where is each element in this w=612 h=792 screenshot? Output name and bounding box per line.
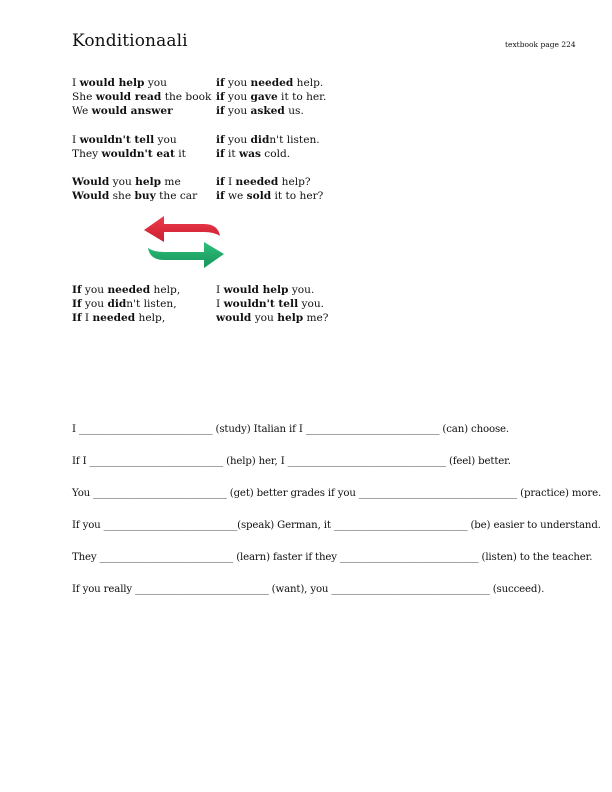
- text: I: [224, 176, 236, 188]
- exercise-sentence: You ___________________________ (get) better grades if you ________________________________ (practice) more.: [72, 488, 602, 499]
- text: you.: [288, 284, 315, 296]
- exercise-sentence: They ___________________________ (learn) faster if they ____________________________ (listen) to the teacher.: [72, 552, 593, 563]
- text: you: [224, 77, 251, 89]
- text: She: [72, 91, 96, 104]
- if-clause: [216, 175, 311, 189]
- text: she: [109, 190, 135, 203]
- text: you: [224, 105, 251, 118]
- text: the book: [161, 91, 212, 104]
- bold-word: would: [216, 312, 252, 325]
- main-clause: [72, 76, 167, 90]
- bold-word: was: [238, 147, 261, 160]
- textbook-page-reference: textbook page 224: [505, 40, 576, 49]
- bold-word: if: [216, 190, 225, 203]
- example-row: [72, 90, 372, 104]
- if-clause: [216, 76, 323, 90]
- bold-word: buy: [134, 190, 156, 203]
- text: me?: [303, 312, 329, 325]
- text: it to her.: [277, 91, 327, 104]
- text: you: [81, 284, 108, 296]
- bold-word: Would: [72, 190, 110, 203]
- bold-word: wouldn't tell: [223, 298, 299, 311]
- text: me: [161, 176, 181, 188]
- text: I: [216, 284, 224, 296]
- example-row: [72, 147, 372, 161]
- text: you: [154, 133, 177, 146]
- main-clause: [216, 297, 324, 311]
- bold-word: if: [216, 176, 225, 188]
- example-row: [72, 189, 372, 203]
- text: it: [174, 147, 186, 160]
- main-clause: [72, 175, 181, 189]
- text: I: [216, 298, 224, 311]
- example-row: [72, 104, 372, 118]
- example-row: [72, 76, 372, 90]
- if-clause: [216, 147, 290, 161]
- bold-word: needed: [92, 312, 136, 325]
- bold-word: sold: [246, 190, 272, 203]
- bold-word: did: [250, 133, 270, 146]
- page-title: Konditionaali: [72, 31, 188, 51]
- text: you: [81, 298, 108, 311]
- reversed-row: [72, 283, 372, 297]
- bold-word: if: [216, 91, 225, 104]
- text: you: [224, 91, 251, 104]
- exercise-sentence: If you really ___________________________ (want), you ________________________________ (succeed).: [72, 584, 545, 595]
- if-clause: [216, 90, 326, 104]
- bold-word: if: [216, 133, 225, 146]
- red-left-arrow: [144, 216, 220, 242]
- text: n't listen,: [126, 298, 177, 311]
- bold-word: If: [72, 312, 82, 325]
- text: us.: [284, 105, 304, 118]
- bold-word: needed: [107, 284, 151, 296]
- bold-word: if: [216, 105, 225, 118]
- bold-word: needed: [235, 176, 279, 188]
- if-clause: [72, 311, 165, 325]
- bold-word: wouldn't eat: [101, 147, 175, 160]
- main-clause: [72, 133, 177, 147]
- bold-word: would help: [79, 77, 145, 89]
- bold-word: asked: [250, 105, 285, 118]
- main-clause: [72, 104, 173, 118]
- main-clause: [216, 311, 329, 325]
- reversed-row: [72, 311, 372, 325]
- main-clause: [72, 90, 211, 104]
- bold-word: help: [277, 312, 304, 325]
- text: the car: [155, 190, 198, 203]
- bold-word: needed: [250, 77, 294, 89]
- text: I: [72, 133, 80, 146]
- text: it: [224, 147, 239, 160]
- text: you: [109, 176, 136, 188]
- text: I: [81, 312, 93, 325]
- text: n't listen.: [269, 133, 320, 146]
- text: we: [224, 190, 247, 203]
- bold-word: wouldn't tell: [79, 133, 155, 146]
- if-clause: [72, 283, 180, 297]
- bold-word: would read: [95, 91, 162, 104]
- text: it to her?: [271, 190, 324, 203]
- main-clause: [216, 283, 314, 297]
- bold-word: Would: [72, 176, 110, 188]
- if-clause: [216, 104, 304, 118]
- text: cold.: [260, 147, 291, 160]
- exercise-sentence: If you ___________________________(speak) German, it ___________________________ (be) easier to understand.: [72, 520, 601, 531]
- bold-word: if: [216, 77, 225, 89]
- text: help,: [135, 312, 166, 325]
- bold-word: If: [72, 298, 82, 311]
- if-clause: [72, 297, 177, 311]
- bold-word: did: [107, 298, 127, 311]
- reversed-row: [72, 297, 372, 311]
- text: you: [251, 312, 278, 325]
- example-row: [72, 175, 372, 189]
- bold-word: would help: [223, 284, 289, 296]
- text: I: [72, 77, 80, 89]
- if-clause: [216, 133, 320, 147]
- example-row: [72, 133, 372, 147]
- green-right-arrow: [148, 242, 224, 268]
- bold-word: if: [216, 147, 225, 160]
- text: you.: [298, 298, 325, 311]
- main-clause: [72, 189, 197, 203]
- text: They: [72, 147, 102, 160]
- text: help,: [150, 284, 181, 296]
- bold-word: would answer: [91, 105, 173, 118]
- text: you: [144, 77, 168, 89]
- exercise-sentence: If I ___________________________ (help) her, I ________________________________ (feel) better.: [72, 456, 511, 467]
- text: help.: [293, 77, 324, 89]
- main-clause: [72, 147, 186, 161]
- bold-word: help: [135, 176, 162, 188]
- if-clause: [216, 189, 323, 203]
- bold-word: gave: [250, 91, 278, 104]
- text: help?: [278, 176, 311, 188]
- bold-word: If: [72, 284, 82, 296]
- text: We: [72, 105, 92, 118]
- text: you: [224, 133, 251, 146]
- exercise-sentence: I ___________________________ (study) Italian if I ___________________________ (can) choose.: [72, 424, 510, 435]
- swap-arrows-icon: [140, 212, 230, 272]
